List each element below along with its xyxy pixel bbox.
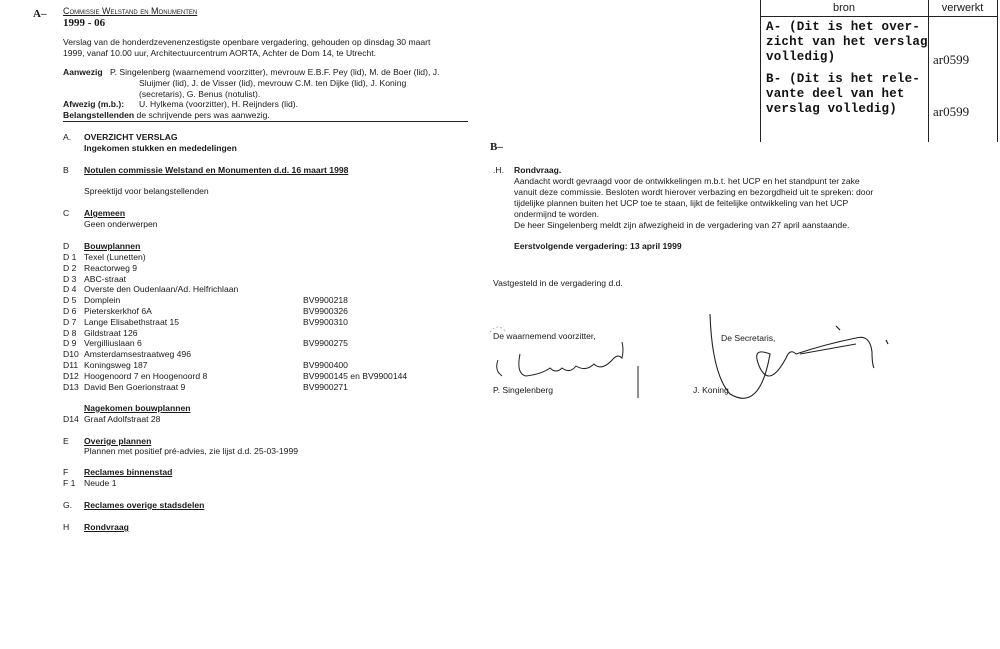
plan-name: Gildstraat 126 (84, 327, 138, 338)
section-g-title: Reclames overige stadsdelen (84, 500, 205, 510)
plan-ref: BV9900310 (303, 316, 348, 327)
marker-b: B– (490, 141, 503, 153)
plan-name: Hoogenoord 7 en Hoogenoord 8 (84, 370, 208, 381)
plan-name: Reactorweg 9 (84, 262, 138, 273)
plan-code: D 2 (63, 262, 77, 273)
interested-label: Belangstellenden (63, 110, 135, 120)
plan-name: Overste den Oudenlaan/Ad. Helfrichlaan (84, 284, 239, 295)
table-row-a-bron-1: A- (Dit is het over- (766, 20, 921, 34)
late-plans-title: Nagekomen bouwplannen (84, 403, 191, 413)
section-g-code: G. (63, 500, 73, 510)
present-line-1: P. Singelenberg (waarnemend voorzitter), mevrouw E.B.F. Pey (lid), M. de Boer (lid), J. (110, 67, 440, 77)
table-row-b-bron-1: B- (Dit is het rele- (766, 72, 921, 86)
plan-ref: BV9900218 (303, 295, 348, 306)
present-line-2: Sluijmer (lid), J. de Visser (lid), mevrouw C.M. ten Dijke (lid), J. Koning (139, 78, 407, 88)
table-border-right (997, 0, 998, 142)
section-a-title: OVERZICHT VERSLAG (84, 132, 178, 142)
plan-code: D 4 (63, 284, 77, 295)
chair-signature (490, 310, 650, 400)
absent-label: Afwezig (m.b.): (63, 99, 125, 109)
section-b-text: Spreektijd voor belangstellenden (84, 186, 209, 196)
interested-text: de schrijvende pers was aanwezig. (136, 110, 270, 120)
plan-code: D 6 (63, 306, 77, 316)
section-h-code: H (63, 522, 70, 532)
plan-name: Domplein (84, 295, 121, 306)
table-row-b-bron-2: vante deel van het (766, 87, 905, 101)
plan-code: D 9 (63, 338, 77, 349)
rondvraag-line-2: vanuit deze commissie. Besloten wordt hierover verbazing en bezorgdheid uit te spreken: door (514, 187, 874, 197)
section-f-code: F (63, 467, 69, 477)
section-f1-code: F 1 (63, 478, 76, 488)
header-divider (63, 121, 468, 122)
rondvraag-title: Rondvraag. (514, 165, 562, 175)
chair-role: De waarnemend voorzitter, (493, 331, 596, 341)
table-header-bron: bron (832, 2, 856, 14)
plan-code: D 7 (63, 316, 77, 327)
plan-name: Lange Elisabethstraat 15 (84, 316, 180, 327)
plan-name: Vergilliuslaan 6 (84, 338, 142, 349)
section-b-title: Notulen commissie Welstand en Monumenten d.d. 16 maart 1998 (84, 165, 349, 175)
section-e-title: Overige plannen (84, 436, 152, 446)
rondvraag-line-3: tijdelijke plannen buiten het UCP toe te staan, lijkt de feitelijke ontwikkeling van het UCP (514, 198, 849, 208)
rondvraag-code: .H. (493, 165, 504, 175)
section-a-subtitle: Ingekomen stukken en mededelingen (84, 143, 237, 153)
table-border-left (760, 0, 761, 142)
rondvraag-line-4: ondermijnd te worden. (514, 209, 600, 219)
table-column-divider (928, 0, 929, 142)
plan-name: Koningsweg 187 (84, 360, 148, 370)
chair-name: P. Singelenberg (493, 385, 554, 395)
table-row-a-verwerkt: ar0599 (933, 52, 970, 67)
plan-ref: BV9900271 (303, 381, 348, 392)
adopted-text: Vastgesteld in de vergadering d.d. (493, 278, 623, 288)
section-c-title: Algemeen (84, 208, 126, 218)
plan-name: David Ben Goerionstraat 9 (84, 381, 186, 392)
section-d-code: D (63, 241, 70, 251)
section-c-text: Geen onderwerpen (84, 219, 158, 229)
section-a-code: A. (63, 132, 72, 142)
plan-name: Amsterdamsestraatweg 496 (84, 349, 191, 360)
intro-line-2: 1999, vanaf 10.00 uur, Architectuurcentrum AORTA, Achter de Dom 14, te Utrecht. (63, 48, 377, 58)
rondvraag-line-5: De heer Singelenberg meldt zijn afwezigheid in de vergadering van 27 april aanstaande. (514, 220, 850, 230)
section-b-code: B (63, 165, 69, 175)
section-h-title: Rondvraag (84, 522, 129, 532)
plan-code: D 8 (63, 327, 77, 338)
section-f-title: Reclames binnenstad (84, 467, 173, 477)
plan-ref: BV9900326 (303, 306, 348, 316)
table-row-b-verwerkt: ar0599 (933, 104, 970, 119)
rondvraag-line-1: Aandacht wordt gevraagd voor de ontwikkelingen m.b.t. het UCP en het standpunt ter zake (514, 176, 860, 186)
organization-name: Commissie Welstand en Monumenten (63, 6, 198, 16)
section-d-title: Bouwplannen (84, 241, 141, 251)
plan-ref: BV9900400 (303, 360, 348, 370)
section-e-code: E (63, 436, 69, 446)
table-row-b-bron-3: verslag volledig) (766, 102, 897, 116)
plan-code: D12 (63, 370, 79, 381)
table-header-divider (760, 16, 998, 17)
section-f1-text: Neude 1 (84, 478, 117, 488)
plan-code: D 5 (63, 295, 77, 306)
plan-ref: BV9900145 en BV9900144 (303, 370, 408, 381)
late-plan-name: Graaf Adolfstraat 28 (84, 414, 161, 424)
intro-line-1: Verslag van de honderdzevenenzestigste openbare vergadering, gehouden op dinsdag 30 maart (63, 37, 431, 47)
interested-line (63, 110, 270, 121)
plan-name: Pieterskerkhof 6A (84, 306, 152, 316)
plan-code: D 1 (63, 252, 77, 262)
plan-name: ABC-straat (84, 273, 127, 284)
plan-code: D10 (63, 349, 79, 360)
secretary-signature (700, 310, 900, 410)
plan-code: D 3 (63, 273, 77, 284)
secretary-role: De Secretaris, (721, 333, 776, 343)
marker-a: A– (33, 8, 47, 20)
table-header-verwerkt: verwerkt (941, 2, 984, 14)
present-label: Aanwezig (63, 67, 103, 77)
table-row-a-bron-3: volledig) (766, 50, 836, 64)
table-row-a-bron-2: zicht van het verslag (766, 35, 928, 49)
plan-code: D13 (63, 381, 79, 392)
section-e-text: Plannen met positief pré-advies, zie lijst d.d. 25-03-1999 (84, 446, 299, 456)
report-number: 1999 - 06 (63, 17, 106, 29)
secretary-name: J. Koning (693, 385, 729, 395)
plan-name: Texel (Lunetten) (84, 252, 146, 262)
plan-ref: BV9900275 (303, 338, 348, 349)
absent-text: U. Hylkema (voorzitter), H. Reijnders (lid). (139, 99, 299, 109)
next-meeting: Eerstvolgende vergadering: 13 april 1999 (514, 241, 682, 251)
plan-code: D11 (63, 360, 79, 370)
section-c-code: C (63, 208, 70, 218)
present-line-3: (secretaris), G. Benus (notulist). (139, 89, 261, 99)
late-plan-code: D14 (63, 414, 79, 424)
